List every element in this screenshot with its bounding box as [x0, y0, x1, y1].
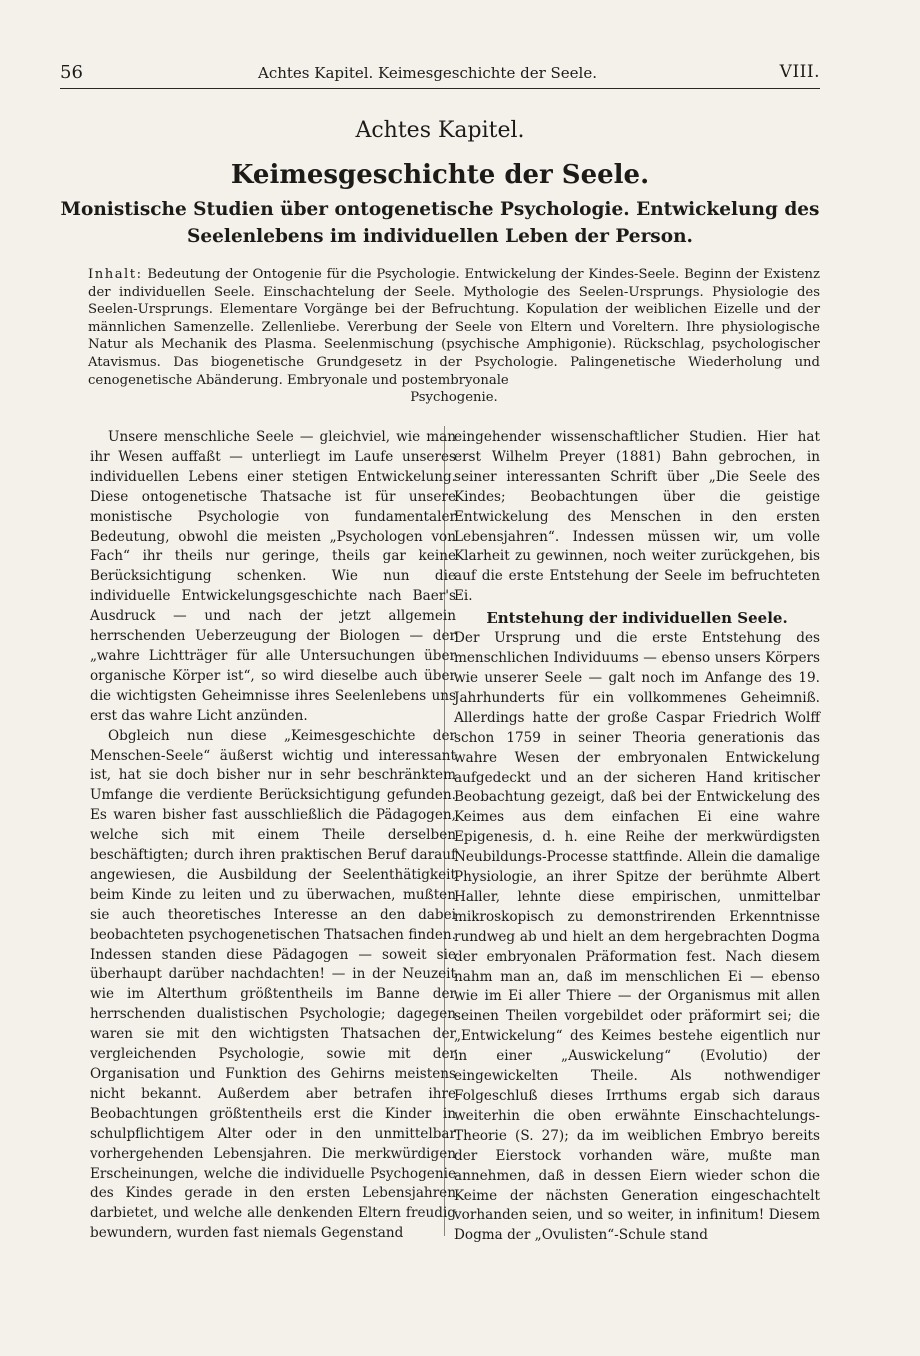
paragraph: Der Ursprung und die erste Entstehung des menschlichen Individuums — ebenso unsers Körpers wie unserer Seele — galt noch im Anfange des 19. Jahrhunderts für ein vollkommenes Geheimniß. Allerdings hatte der große Caspar Friedrich Wolff schon 1759 in seiner Theoria generationis das wahre Wesen der embryonalen Entwickelung aufgedeckt und an der sicheren Hand kritischer Beobachtung gezeigt, daß bei der Entwickelung des Keimes aus dem einfachen Ei eine wahre Epigenesis, d. h. eine Reihe der merkwürdigsten Neubildungs-Processe stattfinde. Allein die damalige Physiologie, an ihrer Spitze der berühmte Albert Haller, lehnte diese empirischen, unmittelbar mikroskopisch zu demonstrirenden Erkenntnisse rundweg ab und hielt an dem hergebrachten Dogma der embryonalen Präformation fest. Nach diesem nahm man an, daß im menschlichen Ei — ebenso wie im Ei aller Thiere — der Organismus mit allen seinen Theilen vorgebildet oder präformirt sei; die „Entwickelung“ des Keimes bestehe eigentlich nur in einer „Auswickelung“ (Evolutio) der eingewickelten Theile. Als nothwendiger Folgeschluß dieses Irrthums ergab sich daraus weiterhin die oben erwähnte Einschachtelungs-Theorie (S. 27); da im weiblichen Embryo bereits der Eierstock vorhanden wäre, mußte man annehmen, daß in dessen Eiern wieder schon die Keime der nächsten Generation eingeschachtelt vorhanden seien, und so weiter, in infinitum! Diesem Dogma der „Ovulisten“-Schule stand [454, 630, 820, 1244]
summary-text: Bedeutung der Ontogenie für die Psychologie. Entwickelung der Kindes-Seele. Beginn der Existenz der individuellen Seele. Einschachtelung der Seele. Mythologie des Seelen-Ursprungs. Physiologie des Seelen-Ursprungs. Elementare Vorgänge bei der Befruchtung. Kopulation der weiblichen Eizelle und der männlichen Samenzelle. Zellenliebe. Vererbung der Seele von Eltern und Voreltern. Ihre physiologische Natur als Mechanik des Plasma. Seelenmischung (psychische Amphigonie). Rückschlag, psychologischer Atavismus. Das biogenetische Grundgesetz in der Psychologie. Palingenetische Wiederholung und cenogenetische Abänderung. Embryonale und postembryonale [88, 267, 820, 388]
summary-end: Psychogenie. [410, 390, 498, 406]
chapter-title: Keimesgeschichte der Seele. [230, 160, 650, 190]
paragraph: Obgleich nun diese „Keimesgeschichte der Menschen-Seele“ äußerst wichtig und interessant ist, hat sie doch bisher nur in sehr beschränktem Umfange die verdiente Berücksichtigung gefunden. Es waren bisher fast ausschließlich die Pädagogen, welche sich mit einem Theile derselben beschäftigten; durch ihren praktischen Beruf darauf angewiesen, die Ausbildung der Seelenthätigkeit beim Kinde zu leiten und zu überwachen, mußten sie auch theoretisches Interesse an den dabei beobachteten psychogenetischen Thatsachen finden. Indessen standen diese Pädagogen — soweit sie überhaupt darüber nachdachten! — in der Neuzeit wie im Alterthum größtentheils im Banne der herrschenden dualistischen Psychologie; dagegen waren sie mit den wichtigsten Thatsachen der vergleichenden Psychologie, sowie mit der Organisation und Funktion des Gehirns meistens nicht bekannt. Außerdem aber betrafen ihre Beobachtungen größtentheils erst die Kinder in schulpflichtigem Alter oder in den unmittelbar vorhergehenden Lebensjahren. Die merkwürdigen Erscheinungen, welche die individuelle Psychogenie des Kindes gerade in den ersten Lebensjahren darbietet, und welche alle denkenden Eltern freudig bewundern, wurden fast niemals Gegenstand [90, 727, 456, 1242]
running-title: Achtes Kapitel. Keimesgeschichte der Seele. [258, 64, 597, 82]
section-heading: Entstehung der individuellen Seele. [486, 609, 788, 628]
chapter-label: Achtes Kapitel. [355, 118, 525, 143]
left-column [90, 428, 456, 1244]
running-head [60, 62, 820, 89]
paragraph: eingehender wissenschaftlicher Studien. Hier hat erst Wilhelm Preyer (1881) Bahn gebrochen, in seiner interessanten Schrift über „Die Seele des Kindes; Beobachtungen über die geistige Entwickelung des Menschen in den ersten Lebensjahren“. Indessen müssen wir, um volle Klarheit zu gewinnen, noch weiter zurückgehen, bis auf die erste Entstehung der Seele im befruchteten Ei. [454, 429, 820, 605]
summary-label: Inhalt: [88, 267, 143, 282]
right-column [454, 428, 820, 1246]
chapter-summary [88, 266, 820, 407]
chapter-subtitle: Monistische Studien über ontogenetische Psychologie. Entwickelung des Seelenlebens im individuellen Leben der Person. [60, 199, 820, 247]
paragraph: Unsere menschliche Seele — gleichviel, wie man ihr Wesen auffaßt — unterliegt im Laufe unseres individuellen Lebens einer stetigen Entwickelung. Diese ontogenetische Thatsache ist für unsere monistische Psychologie von fundamentaler Bedeutung, obwohl die meisten „Psychologen von Fach“ ihr theils nur geringe, theils gar keine Berücksichtigung schenken. Wie nun die individuelle Entwickelungsgeschichte nach Baer's Ausdruck — und nach der jetzt allgemein herrschenden Ueberzeugung der Biologen — der „wahre Lichtträger für alle Untersuchungen über organische Körper ist“, so wird dieselbe auch über die wichtigsten Geheimnisse ihres Seelenlebens uns erst das wahre Licht anzünden. [90, 429, 456, 724]
chapter-numeral: VIII. [779, 62, 820, 82]
page-number: 56 [60, 62, 83, 83]
